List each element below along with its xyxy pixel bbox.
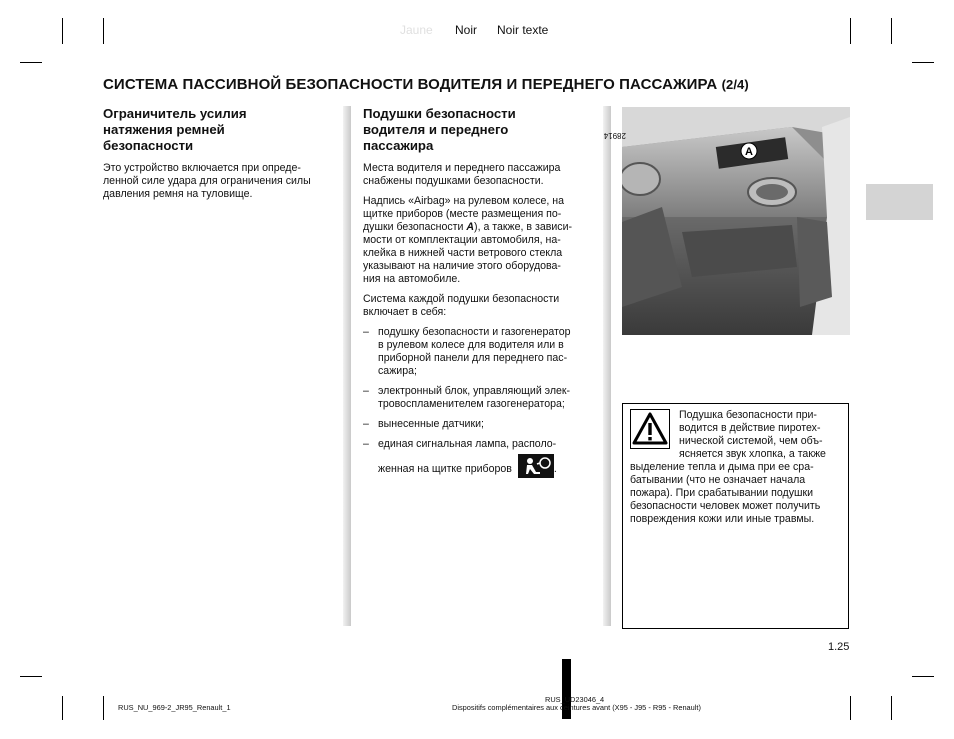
warning-text-indented: Подушка безопасности при- водится в действие пиротех- нической системой, чем объ- ясняется звук хлопка, а также <box>679 409 826 460</box>
airbag-components-list <box>363 326 591 481</box>
section-heading-belt-limiter: Ограничитель усилия натяжения ремней безопасности <box>103 106 247 153</box>
column-2 <box>363 106 591 488</box>
list-item: – подушку безопасности и газогенератор в рулевом колесе для водителя или в приборной панели для переднего пас- сажира; <box>363 326 571 377</box>
dashboard-photo <box>622 107 850 335</box>
column-1 <box>103 106 331 201</box>
print-color-noir-texte: Noir texte <box>497 23 549 37</box>
figure-label-a: A <box>745 146 753 158</box>
column-divider <box>603 106 611 626</box>
section-heading-airbags: Подушки безопасности водителя и переднего пассажира <box>363 106 516 153</box>
crop-mark <box>103 696 104 720</box>
list-item: – вынесенные датчики; <box>363 418 484 430</box>
page-title <box>103 76 749 93</box>
print-color-jaune: Jaune <box>400 23 433 37</box>
chapter-tab <box>866 184 933 220</box>
crop-mark <box>912 62 934 63</box>
list-item: – единая сигнальная лампа, располо- женная на щитке приборов . <box>363 438 591 481</box>
airbag-paragraph-2: Надпись «Airbag» на рулевом колесе, на щитке приборов (месте размещения по- душки безопасности A), а также, в зависи- мости от комплектации автомобиля, на- клейка в нижней части ветрового стекла указывают на наличие этого оборудова- ния на автомобиле. <box>363 195 573 285</box>
belt-limiter-paragraph: Это устройство включается при опреде- ленной силе удара для ограничения силы давления ремня на туловище. <box>103 162 311 200</box>
location-letter-a: A <box>466 221 475 233</box>
column-divider <box>343 106 351 626</box>
page-title-main: СИСТЕМА ПАССИВНОЙ БЕЗОПАСНОСТИ ВОДИТЕЛЯ И ПЕРЕДНЕГО ПАССАЖИРА <box>103 76 718 93</box>
crop-mark <box>891 18 892 44</box>
page-number: 1.25 <box>828 641 850 653</box>
page-title-part: (2/4) <box>721 77 749 92</box>
footer-center: Dispositifs complémentaires aux ceintures avant (X95 - J95 - R95 - Renault) <box>452 703 701 712</box>
warning-triangle-icon <box>630 409 670 449</box>
airbag-paragraph-1: Места водителя и переднего пассажира снабжены подушками безопасности. <box>363 162 561 187</box>
crop-mark <box>103 18 104 44</box>
warning-text: выделение тепла и дыма при ее сра- батывании (что не означает начала пожара). При срабатывании подушки безопасности человек может получить повреждения кожи или иные травмы. <box>630 461 821 525</box>
crop-mark <box>850 18 851 44</box>
crop-mark <box>20 62 42 63</box>
airbag-warning-lamp-icon <box>518 454 554 478</box>
footer-code: RUS_UD23046_4 <box>545 695 605 704</box>
list-item: – электронный блок, управляющий элек- тровоспламенителем газогенератора; <box>363 385 571 410</box>
crop-mark <box>62 696 63 720</box>
crop-mark <box>850 696 851 720</box>
print-color-noir: Noir <box>455 23 478 37</box>
crop-mark <box>912 676 934 677</box>
crop-mark <box>20 676 42 677</box>
crop-mark <box>891 696 892 720</box>
crop-mark <box>62 18 63 44</box>
footer-left: RUS_NU_969-2_JR95_Renault_1 <box>118 703 231 712</box>
airbag-paragraph-3: Система каждой подушки безопасности включает в себя: <box>363 293 560 318</box>
